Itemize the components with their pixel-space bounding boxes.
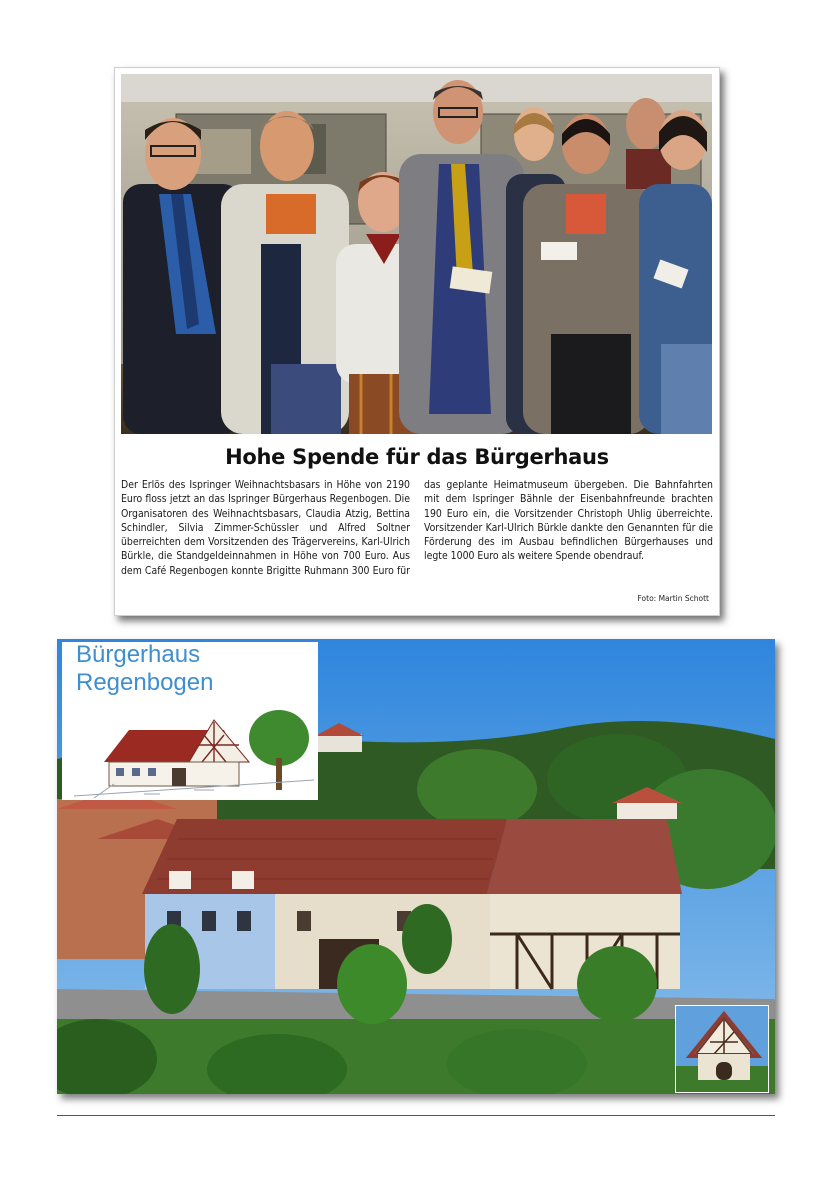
article-headline: Hohe Spende für das Bürgerhaus bbox=[225, 445, 609, 469]
group-photo bbox=[121, 74, 712, 434]
logo-title-line2: Regenbogen bbox=[76, 669, 214, 696]
logo-panel bbox=[62, 642, 318, 800]
photo-credit: Foto: Martin Schott bbox=[637, 594, 709, 603]
logo-title-line1: Bürgerhaus bbox=[76, 641, 201, 668]
building-inset-photo bbox=[675, 1005, 769, 1093]
page-footer-rule bbox=[57, 1115, 775, 1116]
buergerhaus-collage bbox=[57, 639, 775, 1094]
logo-house-drawing bbox=[74, 700, 314, 798]
article-body: Der Erlös des Ispringer Weihnachtsbasars in Höhe von 2190 Euro floss jetzt an das Ispringer Bürgerhaus Regenbogen. Die Organisatoren des Weihnachtsbasars, Claudia Atzig, Bettina Schindler, Silvia Zimmer-Schüssler und Alfred Soltner überreichten dem Vorsitzenden des Trägervereins, Karl-Ulrich Bürkle, die Standgeldeinnahmen in Höhe von 700 Euro. Aus dem Café Regenbogen konnte Brigitte Ruhmann 300 Euro für das geplante Heimatmuseum übergeben. Die Bahnfahrten mit dem Ispringer Bähnle der Eisenbahnfreunde brachten 190 Euro ein, die Vorsitzender Christoph Uhlig überreichte. Vorsitzender Karl-Ulrich Bürkle dankte den Genannten für die Förderung des im Ausbau befindlichen Bürgerhauses und legte 1000 Euro als weitere Spende obendrauf. bbox=[121, 479, 713, 577]
newspaper-clipping bbox=[114, 67, 720, 616]
